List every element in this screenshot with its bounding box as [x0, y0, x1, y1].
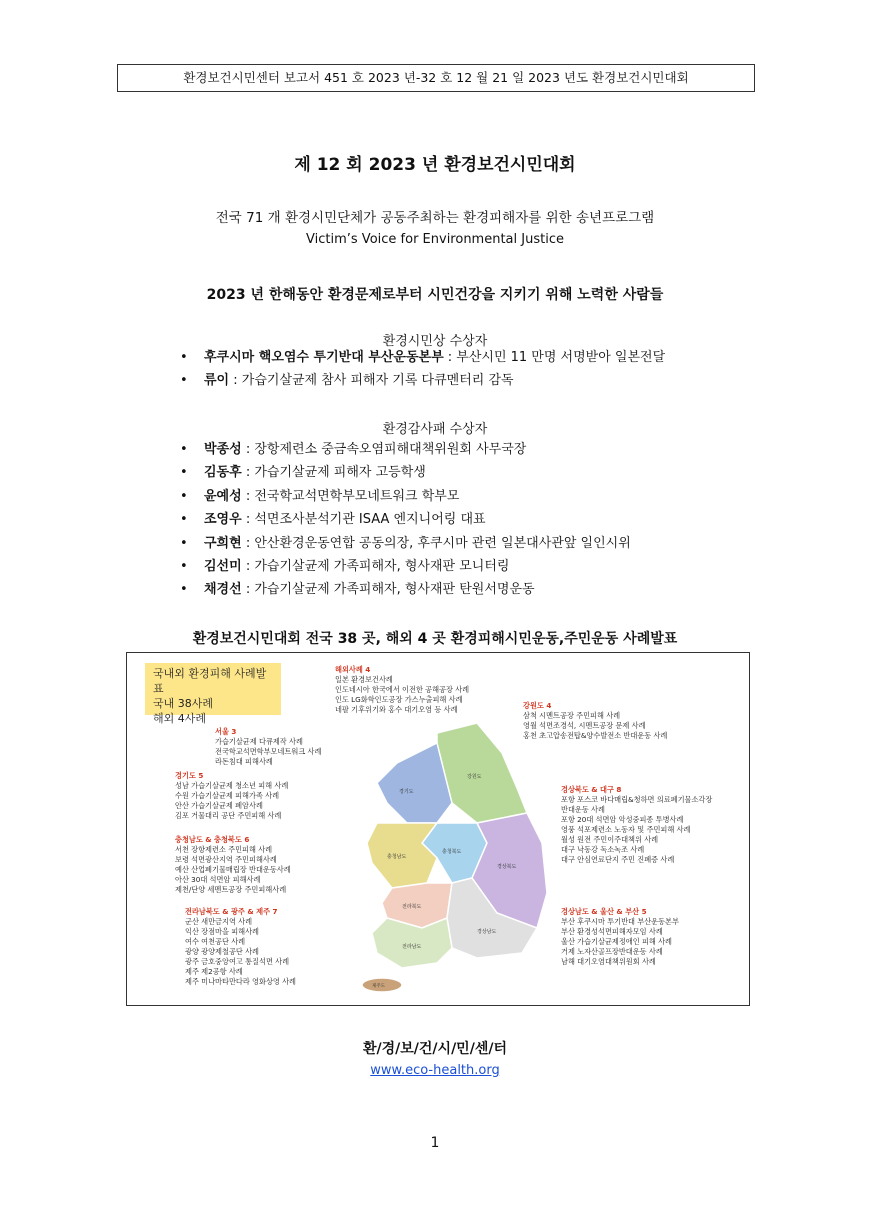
bullet-icon: • [180, 558, 188, 574]
jeonnam-region [372, 918, 452, 968]
bullet-icon: • [180, 512, 188, 528]
page-title: 제 12 회 2023 년 환경보건시민대회 [294, 155, 576, 175]
page-number: 1 [430, 1135, 440, 1151]
recipient-name: 윤예성 [204, 488, 242, 504]
main-heading: 2023 년 한해동안 환경문제로부터 시민건강을 지키기 위해 노력한 사람들 [206, 287, 664, 303]
region-gyeonggi: 경기도 5 성남 가습기살균제 청소년 피해 사례 수원 가습기살균제 피해가족 사례 안산 가습기살균제 폐암사례 김포 거물대리 공단 주민피해 사례 [175, 771, 289, 820]
province-label: 강원도 [467, 774, 482, 780]
recipient-desc: : 석면조사분석기관 ISAA 엔지니어링 대표 [241, 512, 486, 528]
list-item [180, 532, 631, 555]
region-seoul: 서울 3 가습기살균제 다큐제작 사례 전국학교석면학부모네트워크 사례 라돈침대 피해사례 [215, 727, 322, 766]
bullet-icon: • [180, 373, 188, 389]
bullet-icon: • [180, 535, 188, 551]
gyeonggi-region [377, 743, 452, 823]
list-item [180, 369, 665, 392]
province-label: 전라북도 [402, 904, 422, 910]
recipient-desc: : 가습기살균제 가족피해자, 형사재판 모니터링 [241, 558, 510, 574]
recipient-name: 구희현 [204, 535, 242, 551]
bullet-icon: • [180, 488, 188, 504]
list-item [180, 438, 631, 461]
bullet-icon: • [180, 582, 188, 598]
summary-line: 국내외 환경피해 사례발표 [153, 667, 267, 695]
award2-title: 환경감사패 수상자 [382, 422, 488, 437]
recipient-desc: : 전국학교석면학부모네트워크 학부모 [241, 488, 460, 504]
gangwon-region [437, 723, 527, 823]
region-jeolla: 전라남북도 & 광주 & 제주 7 군산 새만금지역 사례 익산 장점마을 피해사례 여수 여천공단 사례 광양 광양제철공단 사례 광주 금호중앙여고 통질석면 사례 제주 제2공항 사례 제주 미나마타만다라 영화상영 사례 [185, 907, 297, 986]
report-header: 환경보건시민센터 보고서 451 호 2023 년-32 호 12 월 21 일 2023 년도 환경보건시민대회 [117, 64, 755, 92]
summary-line: 국내 38사례 [153, 697, 213, 710]
province-label: 충청북도 [442, 849, 462, 855]
list-item [180, 578, 631, 601]
subtitle-english: Victim’s Voice for Environmental Justice [306, 232, 564, 247]
province-label: 충청남도 [387, 854, 407, 860]
recipient-name: 후쿠시마 핵오염수 투기반대 부산운동본부 [204, 350, 444, 365]
recipient-name: 박종성 [204, 442, 242, 457]
province-label: 제주도 [372, 984, 386, 989]
recipient-name: 채경선 [204, 582, 242, 598]
recipient-name: 김선미 [204, 558, 242, 574]
bullet-icon: • [180, 465, 188, 481]
recipient-name: 류이 [204, 373, 230, 389]
recipient-desc: : 가습기살균제 참사 피해자 기록 다큐멘터리 감독 [229, 373, 514, 389]
org-website-link[interactable]: www.eco-health.org [370, 1063, 500, 1078]
region-overseas: 해외사례 4 일본 환경보건사례 인도네시아 한국에서 이전한 공해공장 사례 인도 LG화학인도공장 가스누출피해 사례 네팔 기후위기와 홍수 대기오염 등 사례 [335, 665, 470, 714]
summary-line: 해외 4사례 [153, 712, 206, 725]
list-item [180, 461, 631, 484]
region-gangwon: 강원도 4 삼척 시멘트공장 주민피해 사례 영월 석면조경석, 시멘트공장 문제 사례 홍천 초고압송전탑&양수발전소 반대운동 사례 [523, 701, 668, 740]
korea-case-map [126, 652, 750, 1006]
list-item [180, 555, 631, 578]
list-item [180, 346, 665, 369]
region-chungcheong: 충청남도 & 충청북도 6 서천 장항제련소 주민피해 사례 보령 석면광산지역 주민피해사례 예산 산업폐기물매립장 반대운동사례 아산 30대 석면암 피해사례 제천/단양 세멘트공장 주민피해사례 [175, 835, 291, 894]
region-gyeongbuk: 경상북도 & 대구 8 포항 포스코 바다매립&청하면 의료폐기물소각장 반대운동 사례 포항 20대 석면암 악성중피종 투병사례 영풍 석포제련소 노동자 및 주민피해 사례 월성 원전 주민이주대책위 사례 대구 낙동강 독소녹조 사례 대구 안심연료단지 주민 진폐증 사례 [561, 785, 713, 864]
recipient-desc: : 가습기살균제 가족피해자, 형사재판 탄원서명운동 [241, 582, 535, 598]
case-summary-box [145, 663, 281, 725]
province-label: 경상남도 [477, 929, 497, 935]
map-heading: 환경보건시민대회 전국 38 곳, 해외 4 곳 환경피해시민운동,주민운동 사례발표 [192, 631, 678, 647]
list-item [180, 485, 631, 508]
province-label: 경상북도 [497, 864, 517, 870]
award1-title: 환경시민상 수상자 [382, 334, 488, 349]
recipient-name: 조영우 [204, 512, 242, 528]
recipient-name: 김동후 [204, 465, 242, 481]
recipient-desc: : 부산시민 11 만명 서명받아 일본전달 [443, 350, 666, 365]
recipient-desc: : 안산환경운동연합 공동의장, 후쿠시마 관련 일본대사관앞 일인시위 [241, 535, 631, 551]
province-label: 경기도 [399, 789, 414, 795]
bullet-icon: • [180, 442, 188, 457]
award1-list [180, 346, 665, 393]
org-name: 환/경/보/건/시/민/센/터 [363, 1041, 507, 1057]
subtitle-korean: 전국 71 개 환경시민단체가 공동주최하는 환경피해자를 위한 송년프로그램 [215, 210, 655, 226]
recipient-desc: : 가습기살균제 피해자 고등학생 [241, 465, 426, 481]
bullet-icon: • [180, 350, 188, 365]
province-label: 전라남도 [402, 944, 422, 950]
list-item [180, 508, 631, 531]
award2-list [180, 438, 631, 602]
region-gyeongnam: 경상남도 & 울산 & 부산 5 부산 후쿠시마 투기반대 부산운동본부 부산 환경성석면피해자모임 사례 울산 가습기살균제정애인 피해 사례 거제 노자산골프장반대운동 사례 남해 대기오염대책위원회 사례 [561, 907, 679, 966]
recipient-desc: : 장항제련소 중금속오염피해대책위원회 사무국장 [241, 442, 527, 457]
